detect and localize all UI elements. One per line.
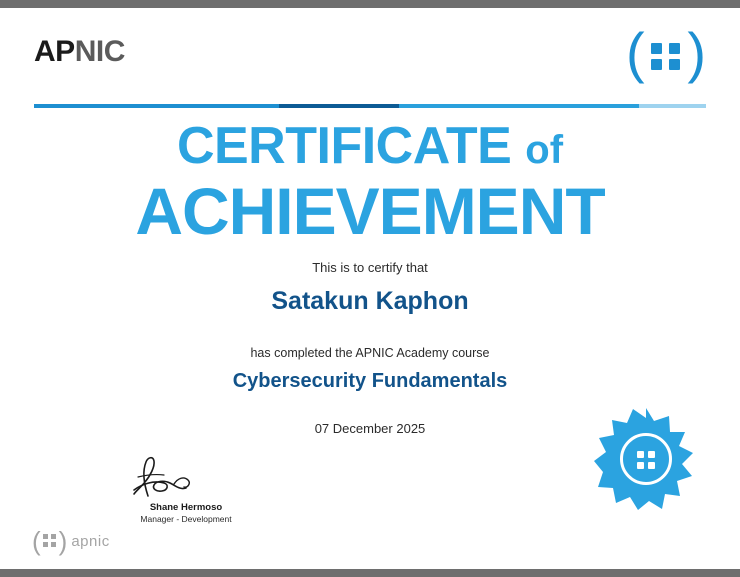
rule-segment-4 bbox=[639, 104, 706, 108]
apnic-wordmark-logo bbox=[34, 37, 125, 67]
seal-dot bbox=[648, 462, 655, 469]
brand-dots-grid bbox=[647, 38, 685, 74]
footer-watermark-logo bbox=[32, 527, 110, 555]
seal-dots-grid bbox=[632, 449, 660, 471]
signer-name: Shane Hermoso bbox=[149, 502, 223, 513]
footer-dot bbox=[43, 542, 48, 547]
certify-statement: This is to certify that bbox=[312, 260, 428, 275]
signature-block bbox=[96, 458, 276, 524]
seal-dot bbox=[648, 451, 655, 458]
certificate-title bbox=[0, 116, 740, 248]
rule-segment-1 bbox=[34, 104, 279, 108]
certificate-document bbox=[0, 8, 740, 569]
title-word-certificate: CERTIFICATE bbox=[176, 117, 512, 175]
footer-right-parenthesis-glyph: ) bbox=[58, 526, 68, 556]
signer-title: Manager - Development bbox=[140, 514, 232, 524]
issue-date: 07 December 2025 bbox=[314, 421, 426, 436]
recipient-name: Satakun Kaphon bbox=[271, 287, 469, 315]
footer-left-parenthesis-glyph: ( bbox=[32, 526, 41, 556]
footer-dot bbox=[43, 534, 48, 539]
footer-watermark-text: apnic bbox=[71, 532, 110, 550]
brand-dot bbox=[669, 59, 680, 70]
rule-segment-2 bbox=[279, 104, 399, 108]
seal-dot bbox=[637, 451, 644, 458]
left-parenthesis-glyph: ( bbox=[626, 21, 645, 84]
handwritten-signature-icon bbox=[96, 458, 276, 500]
logo-text-secondary: NIC bbox=[74, 35, 125, 68]
brand-dot bbox=[669, 43, 680, 54]
course-name: Cybersecurity Fundamentals bbox=[232, 370, 508, 392]
rule-segment-3 bbox=[399, 104, 639, 108]
apnic-bracket-dots-icon bbox=[626, 21, 706, 84]
footer-dot bbox=[51, 534, 56, 539]
brand-dot bbox=[651, 59, 662, 70]
seal-dot bbox=[637, 462, 644, 469]
course-statement: has completed the APNIC Academy course bbox=[250, 346, 490, 360]
header-divider-rule bbox=[34, 104, 706, 108]
certificate-header bbox=[0, 8, 740, 100]
title-line-two: ACHIEVEMENT bbox=[135, 174, 605, 248]
title-line-one bbox=[0, 116, 740, 180]
right-parenthesis-glyph: ) bbox=[687, 21, 706, 84]
certificate-seal-icon bbox=[594, 407, 698, 511]
footer-dot bbox=[51, 542, 56, 547]
title-word-of: of bbox=[525, 128, 564, 172]
footer-dots-grid bbox=[43, 534, 57, 548]
logo-text-primary: AP bbox=[34, 35, 75, 68]
brand-dot bbox=[651, 43, 662, 54]
